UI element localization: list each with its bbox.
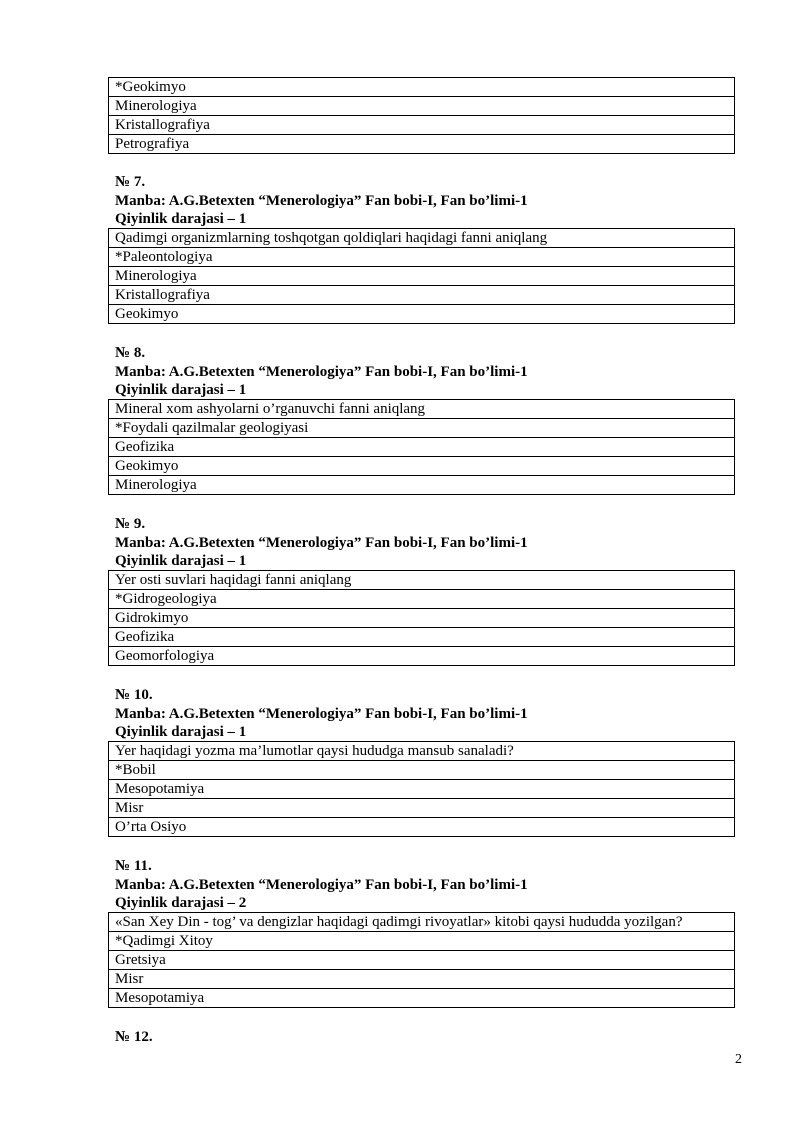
question-source: Manba: A.G.Betexten “Menerologiya” Fan bobi-I, Fan bo’limi-1 xyxy=(115,534,528,551)
table-row xyxy=(109,229,735,248)
question-source: Manba: A.G.Betexten “Menerologiya” Fan bobi-I, Fan bo’limi-1 xyxy=(115,363,528,380)
question-header-7 xyxy=(115,173,528,229)
question-text: Yer haqidagi yozma ma’lumotlar qaysi hududga mansub sanaladi? xyxy=(109,742,735,761)
answer-option: Misr xyxy=(109,970,735,989)
question-number: № 11. xyxy=(115,858,152,874)
table-row xyxy=(109,932,735,951)
answer-option: *Foydali qazilmalar geologiyasi xyxy=(109,419,735,438)
question-text: Qadimgi organizmlarning toshqotgan qoldiqlari haqidagi fanni aniqlang xyxy=(109,229,735,248)
question-source: Manba: A.G.Betexten “Menerologiya” Fan bobi-I, Fan bo’limi-1 xyxy=(115,876,528,893)
table-row xyxy=(109,248,735,267)
question-header-9 xyxy=(115,515,528,571)
question-number: № 7. xyxy=(115,174,146,190)
table-row xyxy=(109,742,735,761)
table-row xyxy=(109,818,735,837)
answer-table-q11 xyxy=(108,912,735,1008)
answer-table-q7 xyxy=(108,228,735,324)
answer-option: O’rta Osiyo xyxy=(109,818,735,837)
page-number: 2 xyxy=(735,1052,742,1067)
table-row xyxy=(109,305,735,324)
table-row xyxy=(109,609,735,628)
answer-option: Geomorfologiya xyxy=(109,647,735,666)
answer-option: Geokimyo xyxy=(109,305,735,324)
question-header-10 xyxy=(115,686,528,742)
table-row xyxy=(109,761,735,780)
answer-option: *Paleontologiya xyxy=(109,248,735,267)
question-header-8 xyxy=(115,344,528,400)
question-text: Yer osti suvlari haqidagi fanni aniqlang xyxy=(109,571,735,590)
question-source: Manba: A.G.Betexten “Menerologiya” Fan bobi-I, Fan bo’limi-1 xyxy=(115,705,528,722)
table-row xyxy=(109,780,735,799)
answer-table-q8 xyxy=(108,399,735,495)
answer-option: *Geokimyo xyxy=(109,78,735,97)
answer-table-q6 xyxy=(108,77,735,154)
question-difficulty: Qiyinlik darajasi – 1 xyxy=(115,553,247,569)
answer-option: Mesopotamiya xyxy=(109,989,735,1008)
table-row xyxy=(109,989,735,1008)
table-row xyxy=(109,286,735,305)
answer-option: Gidrokimyo xyxy=(109,609,735,628)
question-text: «San Xey Din - tog’ va dengizlar haqidagi qadimgi rivoyatlar» kitobi qaysi hududda yozilgan? xyxy=(109,913,735,932)
question-number: № 10. xyxy=(115,687,153,703)
table-row xyxy=(109,647,735,666)
question-text: Mineral xom ashyolarni o’rganuvchi fanni aniqlang xyxy=(109,400,735,419)
table-row xyxy=(109,135,735,154)
question-difficulty: Qiyinlik darajasi – 1 xyxy=(115,382,247,398)
answer-option: Geofizika xyxy=(109,628,735,647)
question-difficulty: Qiyinlik darajasi – 2 xyxy=(115,895,247,911)
table-row xyxy=(109,970,735,989)
answer-option: *Qadimgi Xitoy xyxy=(109,932,735,951)
question-header-11 xyxy=(115,857,528,913)
answer-option: Mesopotamiya xyxy=(109,780,735,799)
table-row xyxy=(109,590,735,609)
question-number: № 8. xyxy=(115,345,146,361)
answer-option: Petrografiya xyxy=(109,135,735,154)
answer-option: Geofizika xyxy=(109,438,735,457)
table-row xyxy=(109,628,735,647)
table-row xyxy=(109,438,735,457)
table-row xyxy=(109,419,735,438)
answer-option: Gretsiya xyxy=(109,951,735,970)
table-row xyxy=(109,400,735,419)
question-number: № 9. xyxy=(115,516,146,532)
answer-option: Minerologiya xyxy=(109,267,735,286)
answer-option: Minerologiya xyxy=(109,97,735,116)
answer-option: *Bobil xyxy=(109,761,735,780)
table-row xyxy=(109,78,735,97)
question-source: Manba: A.G.Betexten “Menerologiya” Fan bobi-I, Fan bo’limi-1 xyxy=(115,192,528,209)
question-number: № 12. xyxy=(115,1029,153,1045)
question-difficulty: Qiyinlik darajasi – 1 xyxy=(115,211,247,227)
table-row xyxy=(109,571,735,590)
table-row xyxy=(109,951,735,970)
answer-option: *Gidrogeologiya xyxy=(109,590,735,609)
answer-table-q10 xyxy=(108,741,735,837)
table-row xyxy=(109,913,735,932)
answer-option: Minerologiya xyxy=(109,476,735,495)
answer-option: Kristallografiya xyxy=(109,116,735,135)
table-row xyxy=(109,457,735,476)
answer-option: Geokimyo xyxy=(109,457,735,476)
answer-option: Kristallografiya xyxy=(109,286,735,305)
table-row xyxy=(109,799,735,818)
table-row xyxy=(109,267,735,286)
answer-table-q9 xyxy=(108,570,735,666)
table-row xyxy=(109,97,735,116)
question-difficulty: Qiyinlik darajasi – 1 xyxy=(115,724,247,740)
table-row xyxy=(109,476,735,495)
table-row xyxy=(109,116,735,135)
question-header-12 xyxy=(115,1028,153,1047)
answer-option: Misr xyxy=(109,799,735,818)
